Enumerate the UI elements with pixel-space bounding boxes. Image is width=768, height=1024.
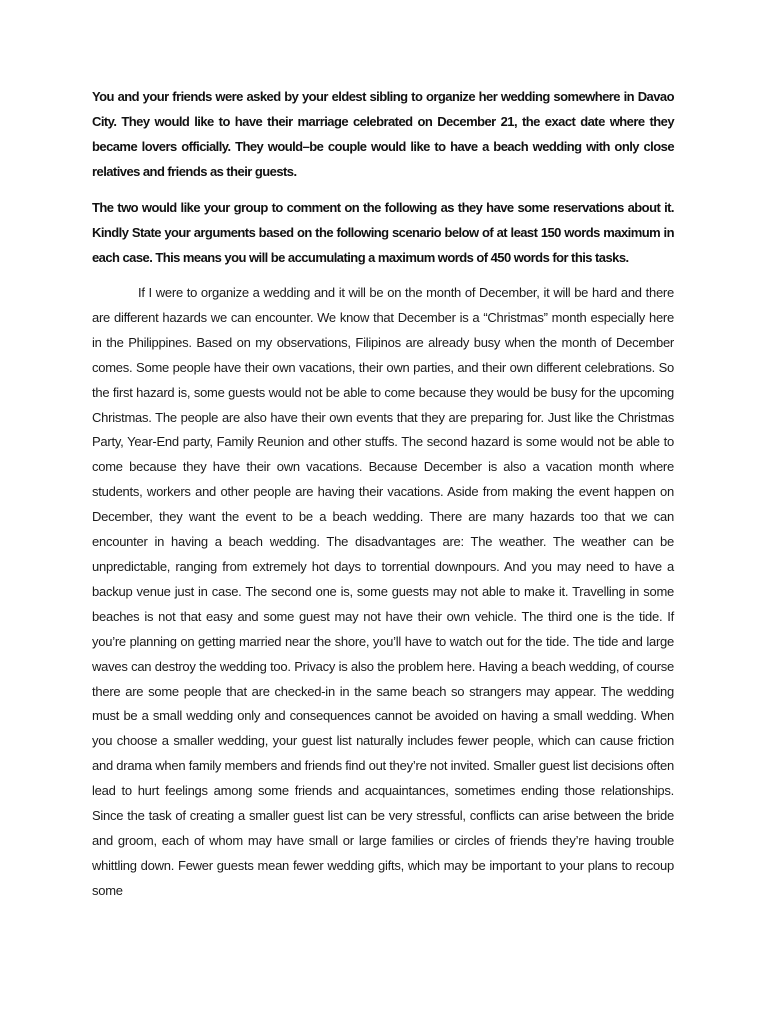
prompt-paragraph-2: The two would like your group to comment on the following as they have some reservations about it. Kindly State your arguments based on the following scenario below of at least 150 words maximum in each case. This means you will be accumulating a maximum words of 450 words for this tasks. <box>92 200 674 265</box>
document-body <box>92 84 674 904</box>
prompt-paragraph-1: You and your friends were asked by your eldest sibling to organize her wedding somewhere in Davao City. They would like to have their marriage celebrated on December 21, the exact date where they became lovers officially. They would–be couple would like to have a beach wedding with only close relatives and friends as their guests. <box>92 89 674 179</box>
essay-paragraph: If I were to organize a wedding and it will be on the month of December, it will be hard and there are different hazards we can encounter. We know that December is a “Christmas” month especially here in the Philippines. Based on my observations, Filipinos are already busy when the month of December comes. Some people have their own vacations, their own parties, and their own different celebrations. So the first hazard is, some guests would not be able to come because they would be busy for the upcoming Christmas. The people are also have their own events that they are preparing for. Just like the Christmas Party, Year-End party, Family Reunion and other stuffs. The second hazard is some would not be able to come because they have their own vacations. Because December is also a vacation month where students, workers and other people are having their vacations. Aside from making the event happen on December, they want the event to be a beach wedding. There are many hazards too that we can encounter in having a beach wedding. The disadvantages are: The weather. The weather can be unpredictable, ranging from extremely hot days to torrential downpours. And you may need to have a backup venue just in case. The second one is, some guests may not able to make it. Travelling in some beaches is not that easy and some guest may not have their own vehicle. The third one is the tide. If you’re planning on getting married near the shore, you’ll have to watch out for the tide. The tide and large waves can destroy the wedding too. Privacy is also the problem here. Having a beach wedding, of course there are some people that are checked-in in the same beach so strangers may appear. The wedding must be a small wedding only and consequences cannot be avoided on having a small wedding. When you choose a smaller wedding, your guest list naturally includes fewer people, which can cause friction and drama when family members and friends find out they’re not invited. Smaller guest list decisions often lead to hurt feelings among some friends and acquaintances, sometimes ending those relationships. Since the task of creating a smaller guest list can be very stressful, conflicts can arise between the bride and groom, each of whom may have small or large families or circles of friends they’re having trouble whittling down. Fewer guests mean fewer wedding gifts, which may be important to your plans to recoup some <box>92 285 674 898</box>
